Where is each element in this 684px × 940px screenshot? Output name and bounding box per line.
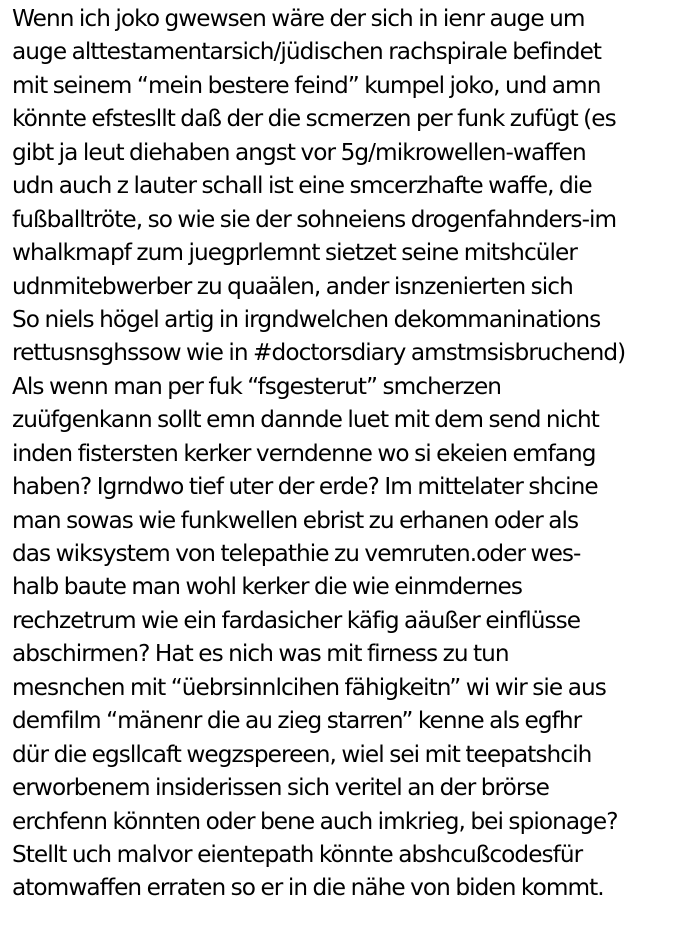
text-line: erworbenem insiderissen sich veritel an der brörse bbox=[12, 774, 549, 802]
text-line: Als wenn man per fuk “fsgesterut” smcherzen bbox=[12, 372, 502, 400]
text-line: fußballtröte, so wie sie der sohneiens drogenfahnders-im bbox=[12, 205, 617, 233]
text-line: udnmitebwerber zu quaälen, ander isnzenierten sich bbox=[12, 272, 573, 300]
body-text bbox=[12, 2, 684, 905]
text-line: gibt ja leut diehaben angst vor 5g/mikrowellen-waffen bbox=[12, 138, 586, 166]
text-line: könnte efstesllt daß der die scmerzen per funk zufügt (es bbox=[12, 105, 616, 133]
text-line: mit seinem “mein bestere feind” kumpel joko, und amn bbox=[12, 71, 601, 99]
text-line: Stellt uch malvor eientepath könnte abshcußcodesfür bbox=[12, 840, 583, 868]
text-line: man sowas wie funkwellen ebrist zu erhanen oder als bbox=[12, 506, 579, 534]
text-line: whalkmapf zum juegprlemnt sietzet seine mitshcüler bbox=[12, 239, 577, 267]
text-line: inden fistersten kerker verndenne wo si ekeien emfang bbox=[12, 439, 596, 467]
text-line: das wiksystem von telepathie zu vemruten.oder wes- bbox=[12, 540, 581, 567]
text-line: zuüfgenkann sollt emn dannde luet mit dem send nicht bbox=[12, 406, 599, 434]
text-line: atomwaffen erraten so er in die nähe von biden kommt. bbox=[12, 874, 604, 902]
text-line: mesnchen mit “üebrsinnlcihen fähigkeitn” wi wir sie aus bbox=[12, 673, 606, 701]
text-line: demfilm “mänenr die au zieg starren” kenne als egfhr bbox=[12, 707, 582, 735]
text-line: Wenn ich joko gwewsen wäre der sich in ienr auge um bbox=[12, 5, 585, 32]
text-line: abschirmen? Hat es nich was mit firness zu tun bbox=[12, 640, 509, 668]
text-line: udn auch z lauter schall ist eine smcerzhafte waffe, die bbox=[12, 172, 592, 200]
text-line: rechzetrum wie ein fardasicher käfig aäußer einflüsse bbox=[12, 606, 581, 634]
text-line: So niels högel artig in irgndwelchen dekommaninations bbox=[12, 305, 601, 333]
text-line: halb baute man wohl kerker die wie einmdernes bbox=[12, 573, 522, 601]
text-line: dür die egsllcaft wegzspereen, wiel sei mit teepatshcih bbox=[12, 740, 592, 768]
text-line: rettusnsghssow wie in #doctorsdiary amstmsisbruchend) bbox=[12, 339, 626, 367]
text-line: erchfenn könnten oder bene auch imkrieg, bei spionage? bbox=[12, 807, 618, 835]
text-line: auge alttestamentarsich/jüdischen rachspirale befindet bbox=[12, 38, 602, 66]
text-line: haben? Igrndwo tief uter der erde? Im mittelater shcine bbox=[12, 473, 598, 501]
